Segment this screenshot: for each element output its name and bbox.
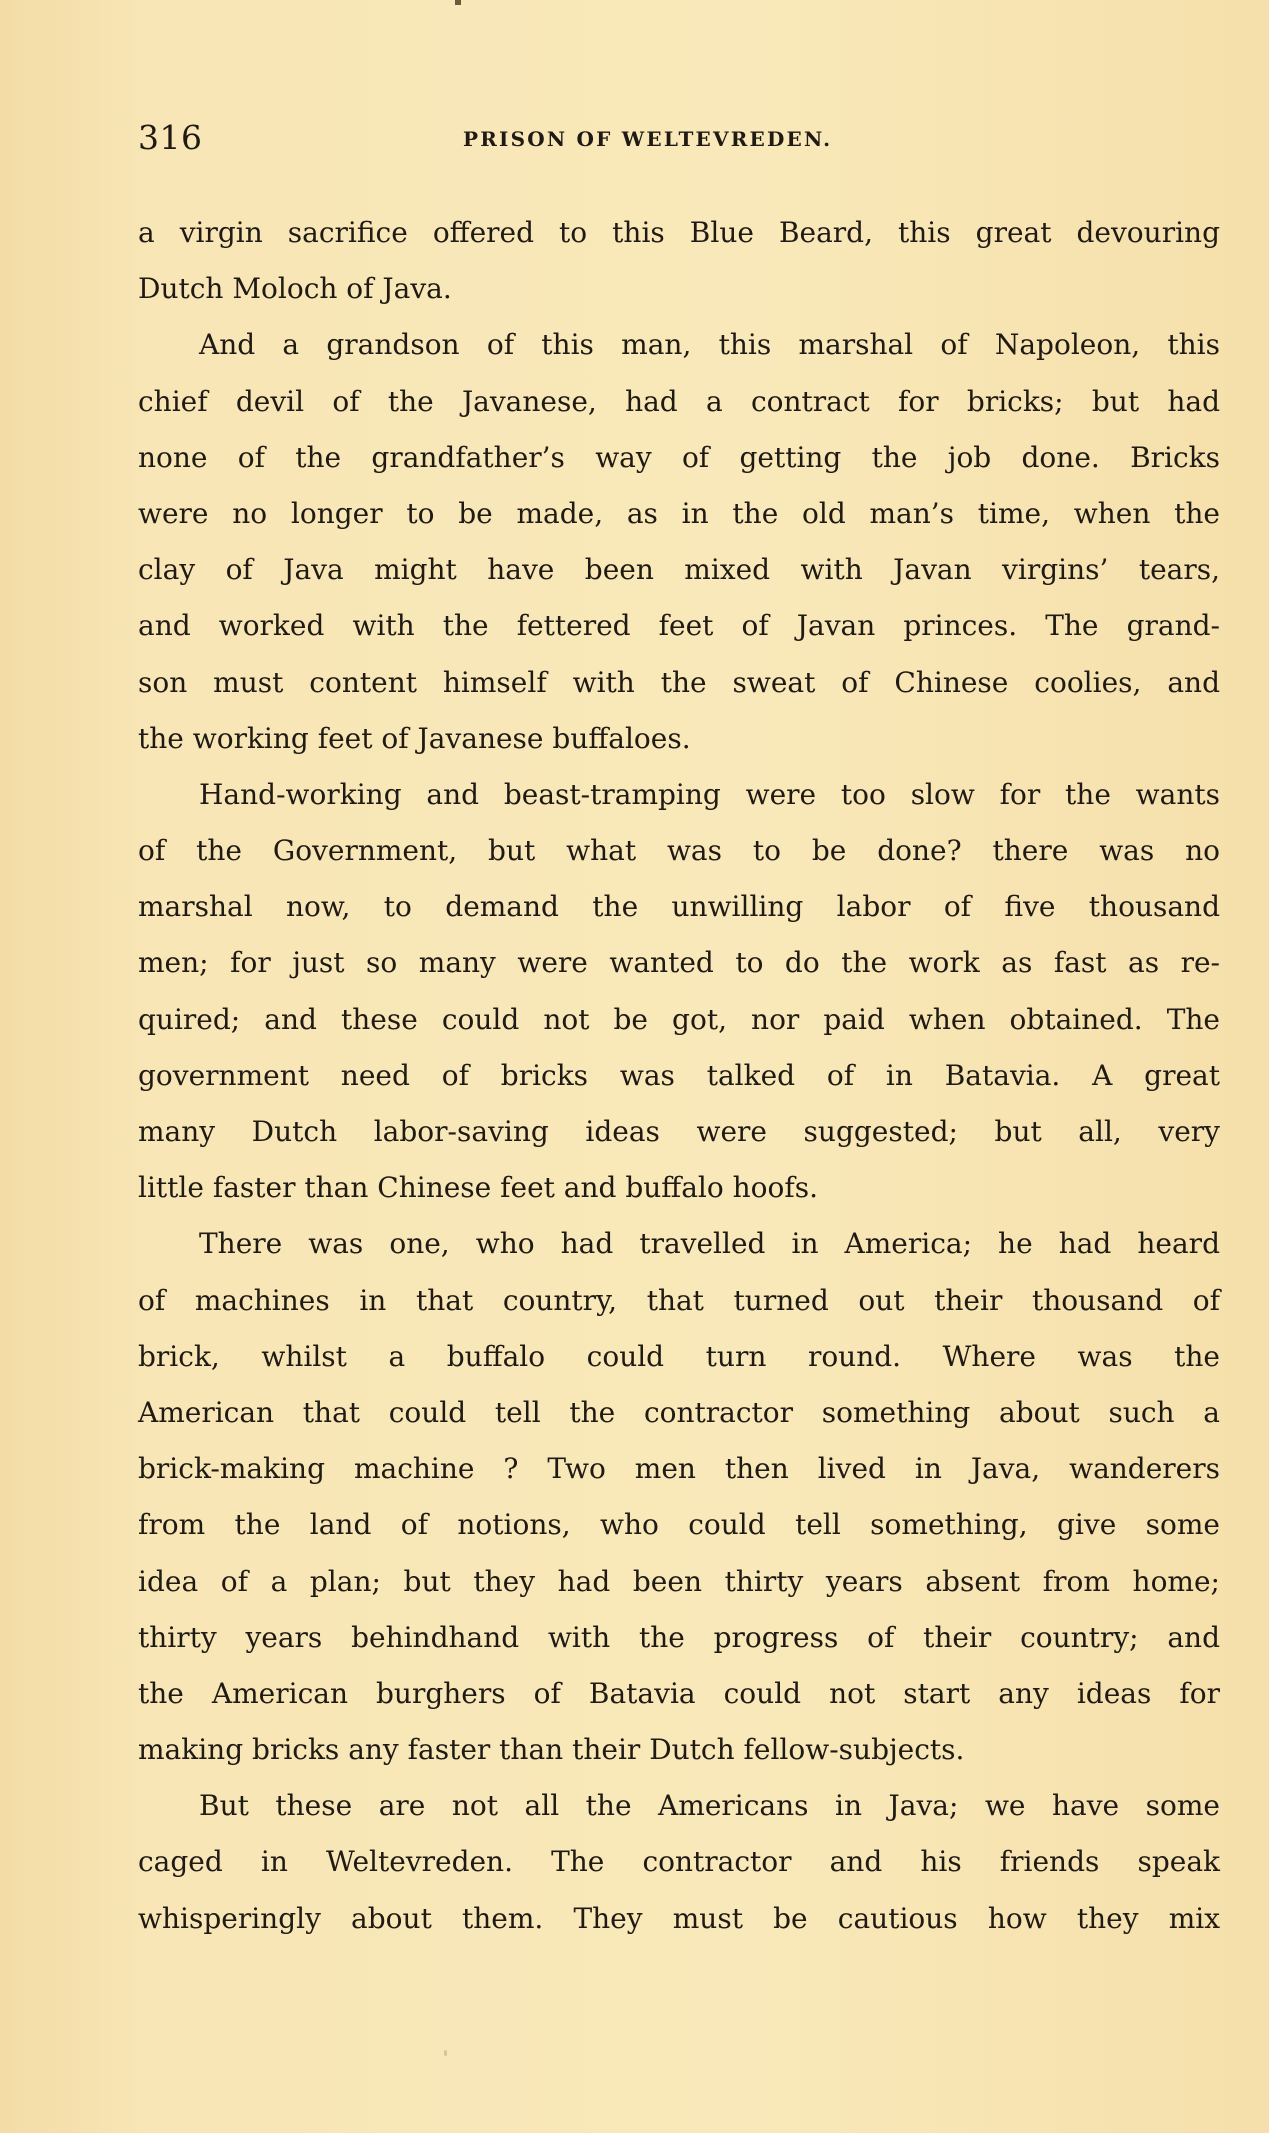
- text-line: from the land of notions, who could tell something, give some: [138, 1508, 1220, 1542]
- paper-speck: [444, 2050, 447, 2056]
- text-line: quired; and these could not be got, nor paid when obtained. The: [138, 1002, 1220, 1036]
- text-line: none of the grandfather’s way of getting the job done. Bricks: [138, 440, 1220, 474]
- text-line: American that could tell the contractor something about such a: [138, 1395, 1220, 1429]
- text-line: the American burghers of Batavia could not start any ideas for: [138, 1676, 1220, 1710]
- text-line: whisperingly about them. They must be cautious how they mix: [138, 1901, 1220, 1935]
- text-line: of machines in that country, that turned out their thousand of: [138, 1283, 1220, 1317]
- text-line: But these are not all the Americans in Java; we have some: [199, 1789, 1220, 1823]
- text-line: clay of Java might have been mixed with Javan virgins’ tears,: [138, 553, 1220, 587]
- print-mark: [455, 0, 461, 5]
- text-line: making bricks any faster than their Dutch fellow-subjects.: [138, 1733, 965, 1767]
- running-head: PRISON OF WELTEVREDEN.: [463, 127, 833, 151]
- text-line: caged in Weltevreden. The contractor and his friends speak: [138, 1845, 1220, 1879]
- text-line: idea of a plan; but they had been thirty years absent from home;: [138, 1564, 1220, 1598]
- text-line: marshal now, to demand the unwilling labor of five thousand: [138, 890, 1220, 924]
- text-line: Hand-working and beast-tramping were too slow for the wants: [199, 777, 1220, 811]
- page-header: [138, 118, 1218, 158]
- text-line: were no longer to be made, as in the old man’s time, when the: [138, 496, 1220, 530]
- text-line: little faster than Chinese feet and buffalo hoofs.: [138, 1171, 818, 1205]
- text-line: Dutch Moloch of Java.: [138, 272, 452, 306]
- text-line: men; for just so many were wanted to do the work as fast as re-: [138, 946, 1220, 980]
- text-line: and worked with the fettered feet of Javan princes. The grand-: [138, 609, 1220, 643]
- text-line: government need of bricks was talked of in Batavia. A great: [138, 1058, 1220, 1092]
- text-line: brick-making machine ? Two men then lived in Java, wanderers: [138, 1452, 1220, 1486]
- text-line: son must content himself with the sweat of Chinese coolies, and: [138, 665, 1220, 699]
- text-line: many Dutch labor-saving ideas were suggested; but all, very: [138, 1115, 1220, 1148]
- body-text: [138, 205, 1220, 1947]
- page-number: 316: [138, 118, 203, 157]
- text-line: the working feet of Javanese buffaloes.: [138, 721, 691, 755]
- text-line: chief devil of the Javanese, had a contract for bricks; but had: [138, 384, 1220, 418]
- text-line: There was one, who had travelled in America; he had heard: [199, 1227, 1220, 1261]
- text-line: thirty years behindhand with the progress of their country; and: [138, 1620, 1220, 1654]
- text-line: And a grandson of this man, this marshal of Napoleon, this: [199, 328, 1220, 362]
- text-line: a virgin sacrifice offered to this Blue Beard, this great devouring: [138, 216, 1220, 249]
- text-line: brick, whilst a buffalo could turn round. Where was the: [138, 1339, 1220, 1373]
- text-line: of the Government, but what was to be done? there was no: [138, 834, 1220, 868]
